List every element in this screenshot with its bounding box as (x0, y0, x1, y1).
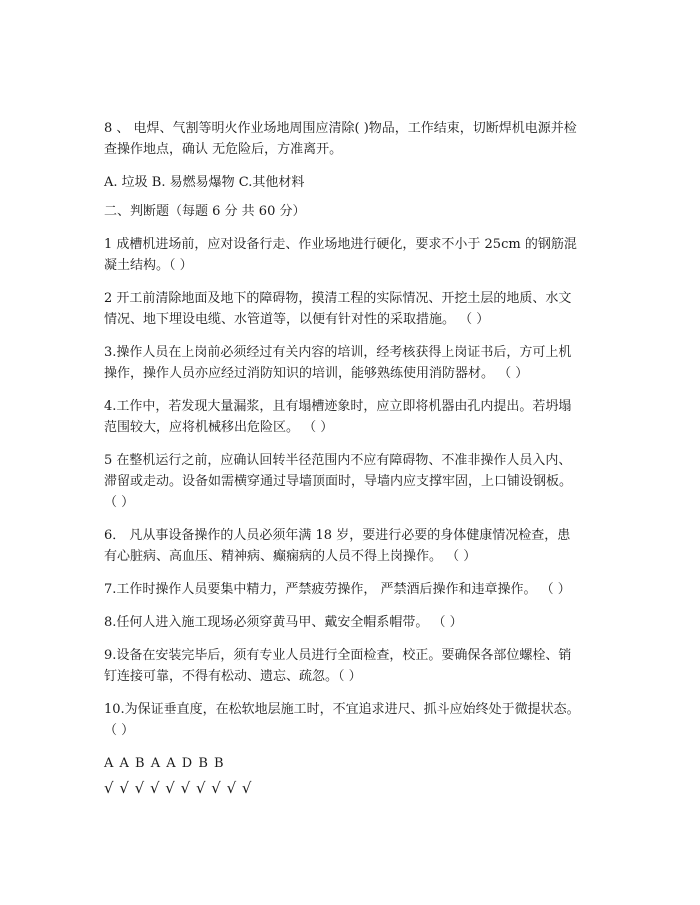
judgment-line: 3.操作人员在上岗前必须经过有关内容的培训，经考核获得上岗证书后，方可上机 (104, 345, 572, 360)
judgment-item-1 (104, 234, 618, 276)
judgment-line: 范围较大，应将机械移出危险区。 （ ） (104, 420, 334, 435)
question-8-line-1: 8 、 电焊、气割等明火作业场地周围应清除( )物品，工作结束，切断焊机电源并检 (104, 121, 577, 136)
judgment-answer-key: √ √ √ √ √ √ √ √ √ √ (104, 779, 252, 797)
judgment-item-6 (104, 525, 618, 567)
judgment-line: 9.设备在安装完毕后，须有专业人员进行全面检查，校正。要确保各部位螺栓、销 (104, 648, 572, 663)
judgment-line: （ ） (104, 723, 135, 738)
judgment-item-10 (104, 699, 618, 741)
judgment-item-8 (104, 612, 618, 633)
judgment-line: 钉连接可靠，不得有松动、遗忘、疏忽。（ ） (104, 669, 362, 684)
document-page (104, 118, 618, 799)
judgment-line: 滞留或走动。设备如需横穿通过导墙顶面时，导墙内应支撑牢固，上口铺设钢板。 (104, 474, 573, 489)
judgment-item-9 (104, 645, 618, 687)
judgment-line: 凝土结构。（ ） (104, 258, 193, 273)
question-8 (104, 118, 618, 160)
judgment-line: 8.任何人进入施工现场必须穿黄马甲、戴安全帽系帽带。 （ ） (104, 615, 463, 630)
judgment-line: 7.工作时操作人员要集中精力，严禁疲劳操作， 严禁酒后操作和违章操作。 （ ） (104, 582, 571, 597)
judgment-line: 5 在整机运行之前，应确认回转半径范围内不应有障碍物、不准非操作人员入内、 (104, 453, 572, 468)
judgment-item-2 (104, 288, 618, 330)
judgment-item-7 (104, 579, 618, 600)
judgment-line: 10.为保证垂直度，在松软地层施工时，不宜追求进尺、抓斗应始终处于微提状态。 (104, 702, 580, 717)
judgment-item-5 (104, 450, 618, 513)
choice-answer-key: A A B A A D B B (104, 756, 225, 771)
judgment-line: 操作，操作人员亦应经过消防知识的培训，能够熟练使用消防器材。 （ ） (104, 366, 529, 381)
judgment-line: 4.工作中，若发现大量漏浆，且有塌槽迹象时，应立即将机器由孔内提出。若坍塌 (104, 399, 572, 414)
judgment-item-3 (104, 342, 618, 384)
judgment-line: 1 成槽机进场前，应对设备行走、作业场地进行硬化，要求不小于 25cm 的钢筋混 (104, 237, 577, 252)
judgment-line: 2 开工前清除地面及地下的障碍物，摸清工程的实际情况、开挖土层的地质、水文 (104, 291, 572, 306)
section-2-title: 二、判断题（每题 6 分 共 60 分） (104, 204, 306, 219)
judgment-line: 6． 凡从事设备操作的人员必须年满 18 岁，要进行必要的身体健康情况检查，患 (104, 528, 571, 543)
judgment-item-4 (104, 396, 618, 438)
judgment-line: 情况、地下埋设电缆、水管道等，以便有针对性的采取措施。 （ ） (104, 312, 490, 327)
question-8-options: A. 垃圾 B. 易燃易爆物 C.其他材料 (104, 175, 305, 190)
judgment-line: （ ） (104, 495, 135, 510)
question-8-line-2: 查操作地点，确认 无危险后，方准离开。 (104, 142, 343, 157)
judgment-line: 有心脏病、高血压、精神病、癫痫病的人员不得上岗操作。 （ ） (104, 549, 477, 564)
